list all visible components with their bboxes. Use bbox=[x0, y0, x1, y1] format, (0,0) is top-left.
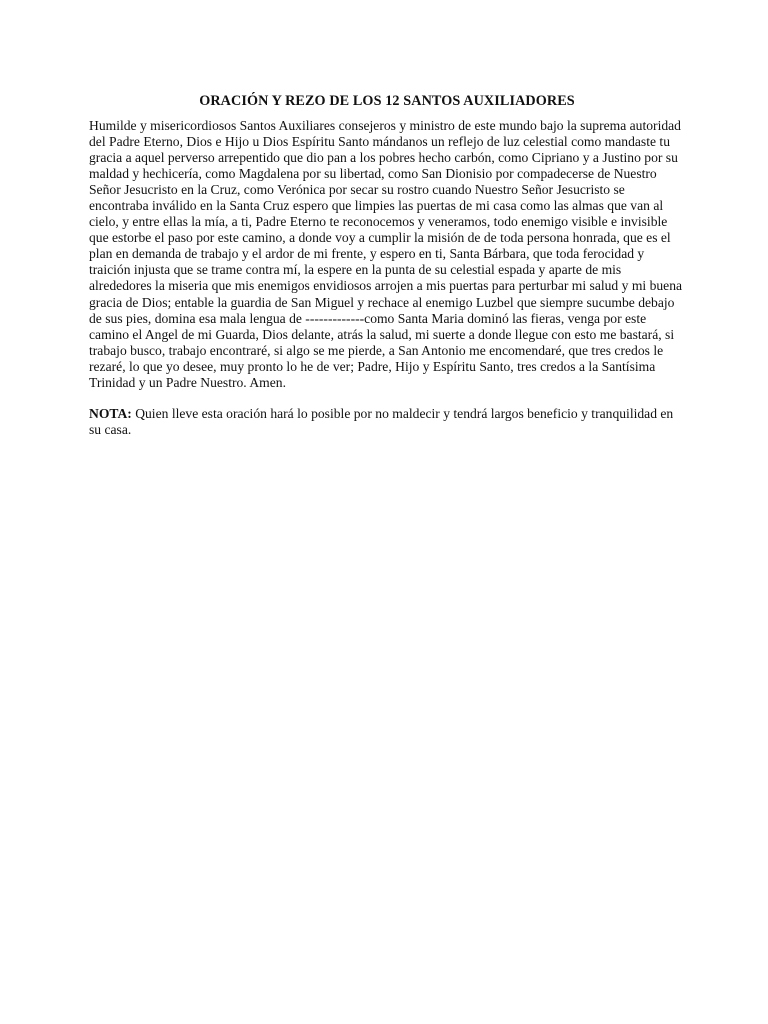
prayer-paragraph: Humilde y misericordiosos Santos Auxiliares consejeros y ministro de este mundo bajo la suprema autoridad del Padre Eterno, Dios e Hijo u Dios Espíritu Santo mándanos un reflejo de luz celestial como mandaste tu gracia a aquel perverso arrepentido que dio pan a los pobres hecho carbón, como Cipriano y a Justino por su maldad y hechicería, como Magdalena por su libertad, como San Dionisio por compadecerse de Nuestro Señor Jesucristo en la Cruz, como Verónica por secar su rostro cuando Nuestro Señor Jesucristo se encontraba inválido en la Santa Cruz espero que limpies las puertas de mi casa como las almas que van al cielo, y entre ellas la mía, a ti, Padre Eterno te reconocemos y veneramos, todo enemigo visible e invisible que estorbe el paso por este camino, a donde voy a cumplir la misión de de toda persona honrada, que es el plan en demanda de trabajo y el ardor de mi frente, y espero en ti, Santa Bárbara, que toda ferocidad y traición injusta que se trame contra mí, la espere en la punta de su celestial espada y aparte de mis alrededores la miseria que mis enemigos envidiosos arrojen a mis puertas para perturbar mi salud y mi buena gracia de Dios; entable la guardia de San Miguel y rechace al enemigo Luzbel que siempre sucumbe debajo de sus pies, domina esa mala lengua de -------------como Santa Maria dominó las fieras, venga por este camino el Angel de mi Guarda, Dios delante, atrás la salud, mi suerte a donde llegue con esto me bastará, si trabajo busco, trabajo encontraré, si algo se me pierde, a San Antonio me encomendaré, que tres credos le rezaré, lo que yo desee, muy pronto lo he de ver; Padre, Hijo y Espíritu Santo, tres credos a la Santísima Trinidad y un Padre Nuestro. Amen. bbox=[89, 118, 683, 390]
note-paragraph bbox=[89, 406, 685, 438]
note-text: Quien lleve esta oración hará lo posible por no maldecir y tendrá largos beneficio y tranquilidad en su casa. bbox=[89, 405, 674, 437]
document-title: ORACIÓN Y REZO DE LOS 12 SANTOS AUXILIADORES bbox=[199, 93, 575, 109]
note-label: NOTA: bbox=[89, 405, 132, 421]
document-page bbox=[89, 92, 685, 438]
